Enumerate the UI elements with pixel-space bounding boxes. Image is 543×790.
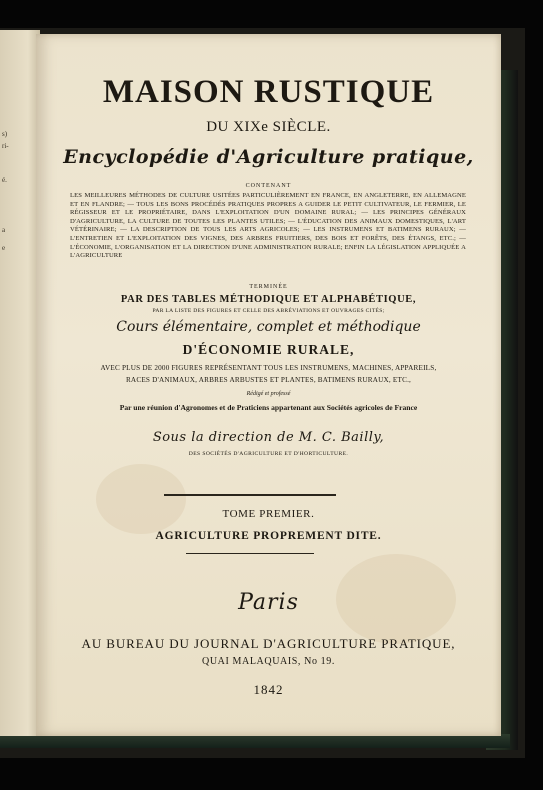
left-page-fragment: a <box>2 226 6 234</box>
redige-line: Rédigé et professé <box>246 391 291 397</box>
address-line: QUAI MALAQUAIS, No 19. <box>202 656 335 667</box>
races-line: RACES D'ANIMAUX, ARBRES ARBUSTES ET PLANTES, BATIMENS RURAUX, ETC., <box>125 376 412 384</box>
left-page-fragment: ri- <box>2 142 9 150</box>
societes-line: DES SOCIÉTÉS D'AGRICULTURE ET D'HORTICULTURE. <box>188 451 349 457</box>
publisher-line: AU BUREAU DU JOURNAL D'AGRICULTURE PRATIQUE, <box>81 636 456 651</box>
divider-rule <box>164 494 336 496</box>
book-title: MAISON RUSTIQUE <box>102 74 435 110</box>
book-subtitle: DU XIXe SIÈCLE. <box>206 119 331 135</box>
page-stain <box>96 464 186 534</box>
title-page <box>36 34 501 736</box>
publication-year: 1842 <box>253 682 284 697</box>
reunion-line: Par une réunion d'Agronomes et de Praticiens appartenant aux Sociétés agricoles de France <box>119 403 418 412</box>
terminee-label: TERMINÉE <box>249 284 288 290</box>
contents-description: LES MEILLEURES MÉTHODES DE CULTURE USITÉES PARTICULIÈREMENT EN FRANCE, EN ANGLETERRE, EN ALLEMAGNE ET EN FLANDRE; — TOUS LES BONS PROCÉDÉS PRATIQUES PROPRES A GUIDER LE PETIT CULTIVATEUR, LE FERMIER, LE RÉGISSEUR ET LE PROPRIÉTAIRE, DANS L'EXPLOITATION D'UN DOMAINE RURAL; — LES PRINCIPES GÉNÉRAUX D'AGRICULTURE, LA CULTURE DE TOUTES LES PLANTES UTILES; — L'ÉDUCATION DES ANIMAUX DOMESTIQUES, L'ART VÉTÉRINAIRE; — LA DESCRIPTION DE TOUS LES ARTS AGRICOLES; — LES INSTRUMENS ET BATIMENS RURAUX; — L'ENTRETIEN ET L'EXPLOITATION DES VIGNES, DES ARBRES FRUITIERS, DES BOIS ET FORÊTS, DES ÉTANGS, ETC.; — L'ÉCONOMIE, L'ORGANISATION ET LA DIRECTION D'UNE ADMINISTRATION RURALE; ENFIN LA LÉGISLATION APPLIQUÉE A L'AGRICULTURE <box>70 192 466 260</box>
volume-subject: AGRICULTURE PROPREMENT DITE. <box>155 530 382 542</box>
imprint-city: Paris <box>238 590 299 615</box>
left-page-fragment: e <box>2 244 6 252</box>
economie-rurale-heading: D'ÉCONOMIE RURALE, <box>182 342 355 357</box>
direction-line: Sous la direction de M. C. Bailly, <box>152 430 385 445</box>
tables-line: PAR DES TABLES MÉTHODIQUE ET ALPHABÉTIQUE, <box>120 294 417 305</box>
divider-rule <box>186 553 314 554</box>
left-page-fragment: s) <box>2 130 8 138</box>
encyclopedie-heading: Encyclopédie d'Agriculture pratique, <box>63 146 474 168</box>
tome-label: TOME PREMIER. <box>222 508 315 520</box>
left-page-fragment: é. <box>2 176 7 184</box>
left-page-edge <box>0 30 40 736</box>
cours-heading: Cours élémentaire, complet et méthodique <box>116 319 421 335</box>
contenant-label: CONTENANT <box>245 183 292 189</box>
book-bottom-edge <box>0 734 510 748</box>
liste-line: PAR LA LISTE DES FIGURES ET CELLE DES ABRÉVIATIONS ET OUVRAGES CITÉS; <box>152 308 385 314</box>
figures-line: AVEC PLUS DE 2000 FIGURES REPRÉSENTANT TOUS LES INSTRUMENS, MACHINES, APPAREILS, <box>100 364 437 372</box>
